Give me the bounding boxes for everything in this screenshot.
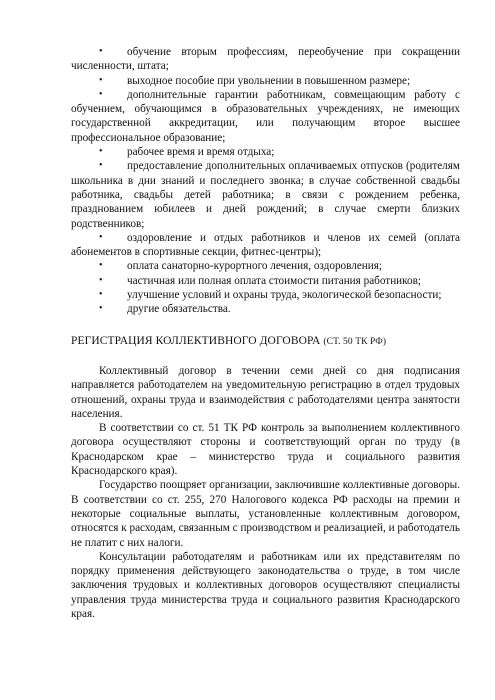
paragraph-control: В соответствии со ст. 51 ТК РФ контроль за выполнением коллективного договора осуществляют стороны и соответствующий орган по труду (в Краснодарском крае – министерство труда и социального развития Краснодарского края). xyxy=(71,422,460,478)
bullet-icon: • xyxy=(99,74,103,86)
bullet-icon: • xyxy=(99,289,103,301)
list-item xyxy=(71,302,460,316)
list-item-text: рабочее время и время отдыха; xyxy=(127,146,275,159)
list-item-text: предоставление дополнительных оплачиваемых отпусков (родителям школьника в дни знаний и последнего звонка; в случае собственной свадьбы работника, свадьбы детей работника; в связи с рождением ребенка, празднованием юбилеев и дней рождений; в случае смерти близких родственников; xyxy=(71,160,460,230)
section-heading xyxy=(71,334,460,349)
list-item-text: дополнительные гарантии работникам, совмещающим работу с обучением, обучающимся в образовательных учреждениях, не имеющих государственной аккредитации, или получающим второе высшее профессиональное образование; xyxy=(71,88,460,144)
list-item xyxy=(71,259,460,273)
list-item xyxy=(71,288,460,302)
bullet-icon: • xyxy=(99,88,103,100)
bullet-icon: • xyxy=(99,303,103,315)
section-reference: (СТ. 50 ТК РФ) xyxy=(323,336,387,347)
bullet-icon: • xyxy=(99,260,103,272)
document-page xyxy=(71,45,460,621)
list-item-text: обучение вторым профессиям, переобучение при сокращении численности, штата; xyxy=(71,46,460,73)
list-item xyxy=(71,74,460,88)
bullet-icon: • xyxy=(99,274,103,286)
paragraph-registration: Коллективный договор в течении семи дней со дня подписания направляется работодателем на уведомительную регистрацию в отдел трудовых отношений, охраны труда и взаимодействия с работодателями центра занятости населения. xyxy=(71,364,460,420)
section-title: РЕГИСТРАЦИЯ КОЛЛЕКТИВНОГО ДОГОВОРА xyxy=(71,334,321,347)
list-item xyxy=(71,274,460,288)
paragraph-consultations: Консультации работодателям и работникам или их представителям по порядку применения действующего законодательства о труде, в том числе заключения трудовых и коллективных договоров осуществляют специалисты управления труда министерства труда и социального развития Краснодарского края. xyxy=(71,550,460,620)
list-item xyxy=(71,145,460,159)
list-item xyxy=(71,159,460,230)
bullet-icon: • xyxy=(99,160,103,172)
list-item-text: оплата санаторно-курортного лечения, оздоровления; xyxy=(127,260,383,273)
bullet-icon: • xyxy=(99,46,103,57)
list-item-text: оздоровление и отдых работников и членов их семей (оплата абонементов в спортивные секции, фитнес-центры); xyxy=(71,231,460,259)
paragraph-incentives: Государство поощряет организации, заключившие коллективные договоры. В соответствии со ст. 255, 270 Налогового кодекса РФ расходы на премии и некоторые социальные выплаты, установленные коллективным договором, относятся к расходам, связанным с производством и реализацией, и работодатель не платит с них налоги. xyxy=(71,479,460,549)
benefits-list xyxy=(71,45,460,317)
list-item-text: выходное пособие при увольнении в повышенном размере; xyxy=(127,74,411,87)
list-item-text: другие обязательства. xyxy=(127,303,231,316)
list-item-text: улучшение условий и охраны труда, экологической безопасности; xyxy=(127,289,442,302)
list-item xyxy=(71,231,460,260)
bullet-icon: • xyxy=(99,146,103,158)
list-item xyxy=(71,45,460,74)
bullet-icon: • xyxy=(99,231,103,243)
list-item-text: частичная или полная оплата стоимости питания работников; xyxy=(127,274,422,287)
list-item xyxy=(71,88,460,145)
